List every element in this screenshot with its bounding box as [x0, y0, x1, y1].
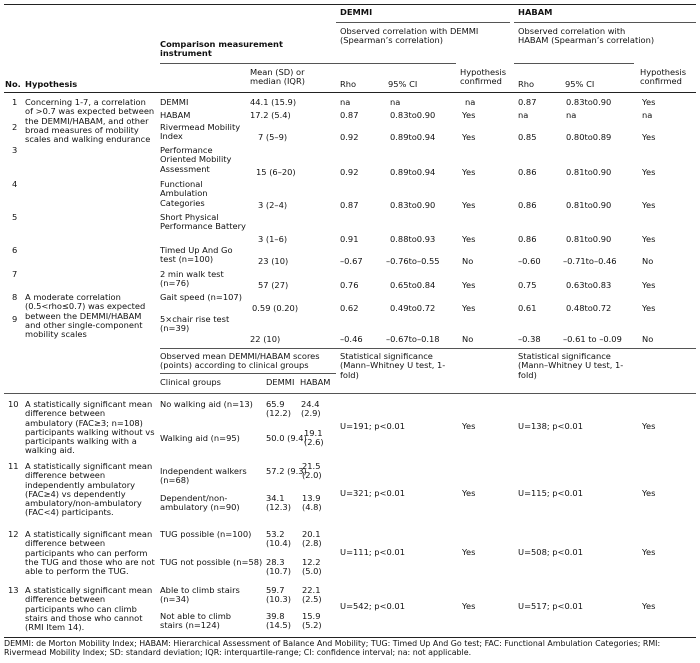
instrument: Rivermead Mobility Index [160, 122, 241, 142]
hyp-text: Concerning 1-7, a correlation of >0.7 was expected between the DEMMI/HABAM, and other broad measures of mobility scales and walking endurance [25, 97, 155, 145]
stat-demmi: U=191; p<0.01 [340, 421, 405, 431]
header-rho-demmi: Rho [340, 79, 357, 89]
stat-demmi: U=321; p<0.01 [340, 488, 405, 498]
hyp-no: 5 [12, 212, 18, 222]
rho-habam: 0.86 [518, 167, 537, 177]
group-name: TUG possible (n=100) [160, 529, 252, 539]
conf-demmi: Yes [462, 280, 476, 290]
instrument: Performance Oriented Mobility Assessment [160, 145, 232, 174]
group-demmi: 39.8 (14.5) [266, 611, 291, 631]
observed-header: Observed mean DEMMI/HABAM scores (points) according to clinical groups [160, 351, 320, 371]
rho-habam: 0.86 [518, 234, 537, 244]
hyp-no: 9 [12, 314, 18, 324]
hyp-text: A statistically significant mean difference between ambulatory (FAC≥3; n=108) participants walking without vs participants walking with a walking aid. [25, 399, 155, 456]
instrument: Gait speed (n=107) [160, 292, 242, 302]
ci-demmi: –0.67to–0.18 [386, 334, 440, 344]
rho-habam: –0.38 [518, 334, 541, 344]
conf-demmi: No [462, 256, 474, 266]
conf-habam: na [642, 110, 653, 120]
conf-habam: Yes [642, 303, 656, 313]
bottom-rule [4, 637, 696, 638]
conf-habam: Yes [642, 200, 656, 210]
top-rule [4, 4, 696, 5]
conf-demmi: Yes [462, 303, 476, 313]
conf-demmi: Yes [462, 110, 476, 120]
mean-value: 7 (5–9) [258, 132, 288, 142]
instrument: Timed Up And Go test (n=100) [160, 245, 233, 265]
ci-habam: –0.61 to –0.09 [563, 334, 622, 344]
group-habam: 12.2 (5.0) [302, 557, 322, 577]
instrument: 2 min walk test (n=76) [160, 269, 224, 289]
rho-habam: 0.75 [518, 280, 537, 290]
header-habam-rule [514, 22, 696, 23]
conf-demmi: Yes [462, 234, 476, 244]
ci-demmi: 0.88to0.93 [390, 234, 436, 244]
header-ci-demmi: 95% CI [388, 79, 418, 89]
stat-sig-habam-header: Statistical significance (Mann–Whitney U test, 1-fold) [518, 351, 624, 380]
rho-demmi: 0.91 [340, 234, 359, 244]
stat-habam: U=508; p<0.01 [518, 547, 583, 557]
header-hypothesis: Hypothesis [25, 79, 78, 89]
conf-demmi: Yes [462, 200, 476, 210]
group-name: Independent walkers (n=68) [160, 466, 247, 486]
instrument: Short Physical Performance Battery [160, 212, 246, 232]
clinical-groups-header: Clinical groups [160, 377, 221, 387]
group-habam: 19.1 (2.6) [304, 428, 324, 448]
ci-habam: na [566, 110, 577, 120]
group-name: Not able to climb stairs (n=124) [160, 611, 232, 631]
rho-habam: 0.61 [518, 303, 537, 313]
conf-demmi: Yes [462, 488, 476, 498]
ci-habam: 0.80to0.89 [566, 132, 612, 142]
ci-demmi: 0.89to0.94 [390, 132, 436, 142]
group-name: TUG not possible (n=58) [160, 557, 263, 567]
stat-habam: U=517; p<0.01 [518, 601, 583, 611]
rho-demmi: 0.87 [340, 200, 359, 210]
group-habam: 15.9 (5.2) [302, 611, 322, 631]
ci-demmi: na [390, 97, 401, 107]
ci-demmi: 0.65to0.84 [390, 280, 436, 290]
ci-demmi: 0.89to0.94 [390, 167, 436, 177]
header-obs-habam: Observed correlation with HABAM (Spearman’s correlation) [518, 26, 655, 46]
group-demmi: 53.2 (10.4) [266, 529, 291, 549]
rho-demmi: 0.92 [340, 167, 359, 177]
hyp-text: A statistically significant mean difference between independently ambulatory (FAC≥4) vs dependently ambulatory/non-ambulatory (FAC<4) participants. [25, 461, 153, 518]
rho-demmi: –0.46 [340, 334, 363, 344]
ci-habam: 0.81to0.90 [566, 167, 612, 177]
mean-value: 15 (6–20) [256, 167, 296, 177]
conf-habam: Yes [642, 132, 656, 142]
mean-value: 17.2 (5.4) [250, 110, 291, 120]
hyp-no: 8 [12, 292, 18, 302]
group-habam: 24.4 (2.9) [301, 399, 321, 419]
hyp-no: 3 [12, 145, 18, 155]
group-demmi: 65.9 (12.2) [266, 399, 291, 419]
part2-top-rule [160, 348, 696, 349]
group-habam: 13.9 (4.8) [302, 493, 322, 513]
group-demmi: 57.2 (9.3) [266, 466, 307, 476]
header-confirmed-demmi: Hypothesis confirmed [460, 67, 507, 87]
conf-demmi: Yes [462, 167, 476, 177]
instrument: 5×chair rise test (n=39) [160, 314, 230, 334]
header-obs-demmi: Observed correlation with DEMMI (Spearman’s correlation) [340, 26, 479, 46]
rho-demmi: –0.67 [340, 256, 363, 266]
ci-habam: 0.63to0.83 [566, 280, 612, 290]
ci-habam: 0.48to0.72 [566, 303, 612, 313]
part2-header-bottom-rule [4, 393, 696, 394]
hyp-no: 6 [12, 245, 18, 255]
conf-demmi: No [462, 334, 474, 344]
header-mean-sd: Mean (SD) or median (IQR) [250, 67, 305, 87]
group-name: No walking aid (n=13) [160, 399, 253, 409]
rho-habam: na [518, 110, 529, 120]
header-confirmed-habam: Hypothesis confirmed [640, 67, 687, 87]
instrument: HABAM [160, 110, 191, 120]
conf-habam: Yes [642, 234, 656, 244]
stat-habam: U=138; p<0.01 [518, 421, 583, 431]
hyp-no: 7 [12, 269, 18, 279]
rho-demmi: 0.62 [340, 303, 359, 313]
header-rho-habam: Rho [518, 79, 535, 89]
conf-demmi: Yes [462, 132, 476, 142]
footnote: DEMMI: de Morton Mobility Index; HABAM: Hierarchical Assessment of Balance And Mobility; TUG: Timed Up And Go test; FAC: Functional Ambulation Categories; RMI: Rivermead Mobility Index; SD: standard deviation; IQR: interquartile-range; CI: confidence interval; na: not applicable. [4, 639, 661, 657]
stat-demmi: U=542; p<0.01 [340, 601, 405, 611]
group-demmi: 50.0 (9.4) [266, 433, 307, 443]
conf-habam: No [642, 256, 654, 266]
conf-habam: No [642, 334, 654, 344]
ci-habam: –0.71to–0.46 [563, 256, 617, 266]
hyp-no: 2 [12, 122, 18, 132]
conf-habam: Yes [642, 488, 656, 498]
mean-value: 3 (2–4) [258, 200, 288, 210]
conf-demmi: Yes [462, 601, 476, 611]
hyp-no: 4 [12, 179, 18, 189]
stat-demmi: U=111; p<0.01 [340, 547, 405, 557]
mean-value: 22 (10) [250, 334, 281, 344]
mean-value: 23 (10) [258, 256, 289, 266]
hyp-no: 1 [12, 97, 18, 107]
rho-habam: 0.87 [518, 97, 537, 107]
group-demmi: 34.1 (12.3) [266, 493, 291, 513]
conf-habam: Yes [642, 421, 656, 431]
conf-demmi: Yes [462, 547, 476, 557]
ci-demmi: 0.83to0.90 [390, 110, 436, 120]
rho-demmi: 0.76 [340, 280, 359, 290]
ci-demmi: –0.76to–0.55 [386, 256, 440, 266]
rho-demmi: na [340, 97, 351, 107]
rho-habam: 0.86 [518, 200, 537, 210]
group-demmi: 28.3 (10.7) [266, 557, 291, 577]
header-comparison-instrument: Comparison measurement instrument [160, 39, 283, 59]
habam-group-header: HABAM [300, 377, 331, 387]
hyp-text: A statistically significant mean difference between participants who can climb stairs and those who cannot (RMI Item 14). [25, 585, 153, 633]
rho-habam: –0.60 [518, 256, 541, 266]
header-sub-rule-2 [336, 63, 456, 64]
group-name: Able to climb stairs (n=34) [160, 585, 240, 605]
header-no: No. [5, 79, 21, 89]
hyp-no: 10 [8, 399, 19, 409]
header-habam: HABAM [518, 7, 553, 17]
header-bottom-rule [4, 92, 696, 93]
hyp-no: 13 [8, 585, 19, 595]
instrument: Functional Ambulation Categories [160, 179, 208, 208]
conf-habam: Yes [642, 167, 656, 177]
conf-demmi: na [465, 97, 476, 107]
group-habam: 20.1 (2.8) [302, 529, 322, 549]
stat-sig-demmi-header: Statistical significance (Mann–Whitney U test, 1-fold) [340, 351, 446, 380]
rho-demmi: 0.92 [340, 132, 359, 142]
group-habam: 22.1 (2.5) [302, 585, 322, 605]
rho-habam: 0.85 [518, 132, 537, 142]
header-demmi: DEMMI [340, 7, 373, 17]
header-demmi-rule [336, 22, 510, 23]
group-name: Walking aid (n=95) [160, 433, 240, 443]
stat-habam: U=115; p<0.01 [518, 488, 583, 498]
ci-demmi: 0.83to0.90 [390, 200, 436, 210]
group-name: Dependent/non-ambulatory (n=90) [160, 493, 240, 513]
ci-demmi: 0.49to0.72 [390, 303, 436, 313]
rho-demmi: 0.87 [340, 110, 359, 120]
header-sub-rule-1 [160, 63, 336, 64]
hyp-no: 12 [8, 529, 19, 539]
conf-habam: Yes [642, 547, 656, 557]
mean-value: 0.59 (0.20) [252, 303, 299, 313]
group-demmi: 59.7 (10.3) [266, 585, 291, 605]
part2-sub-rule [160, 373, 336, 374]
mean-value: 3 (1–6) [258, 234, 288, 244]
ci-habam: 0.83to0.90 [566, 97, 612, 107]
demmi-group-header: DEMMI [266, 377, 295, 387]
instrument: DEMMI [160, 97, 189, 107]
group-habam: 21.5 (2.0) [302, 461, 322, 481]
ci-habam: 0.81to0.90 [566, 200, 612, 210]
header-ci-habam: 95% CI [565, 79, 595, 89]
hyp-no: 11 [8, 461, 19, 471]
hyp-text: A statistically significant mean difference between participants who can perform the TUG and those who are not able to perform the TUG. [25, 529, 155, 577]
ci-habam: 0.81to0.90 [566, 234, 612, 244]
conf-habam: Yes [642, 601, 656, 611]
conf-habam: Yes [642, 280, 656, 290]
hyp-text: A moderate correlation (0.5<rho≤0.7) was expected between the DEMMI/HABAM and other single-component mobility scales [25, 292, 146, 340]
mean-value: 44.1 (15.9) [250, 97, 297, 107]
header-sub-rule-3 [514, 63, 634, 64]
conf-habam: Yes [642, 97, 656, 107]
conf-demmi: Yes [462, 421, 476, 431]
mean-value: 57 (27) [258, 280, 289, 290]
